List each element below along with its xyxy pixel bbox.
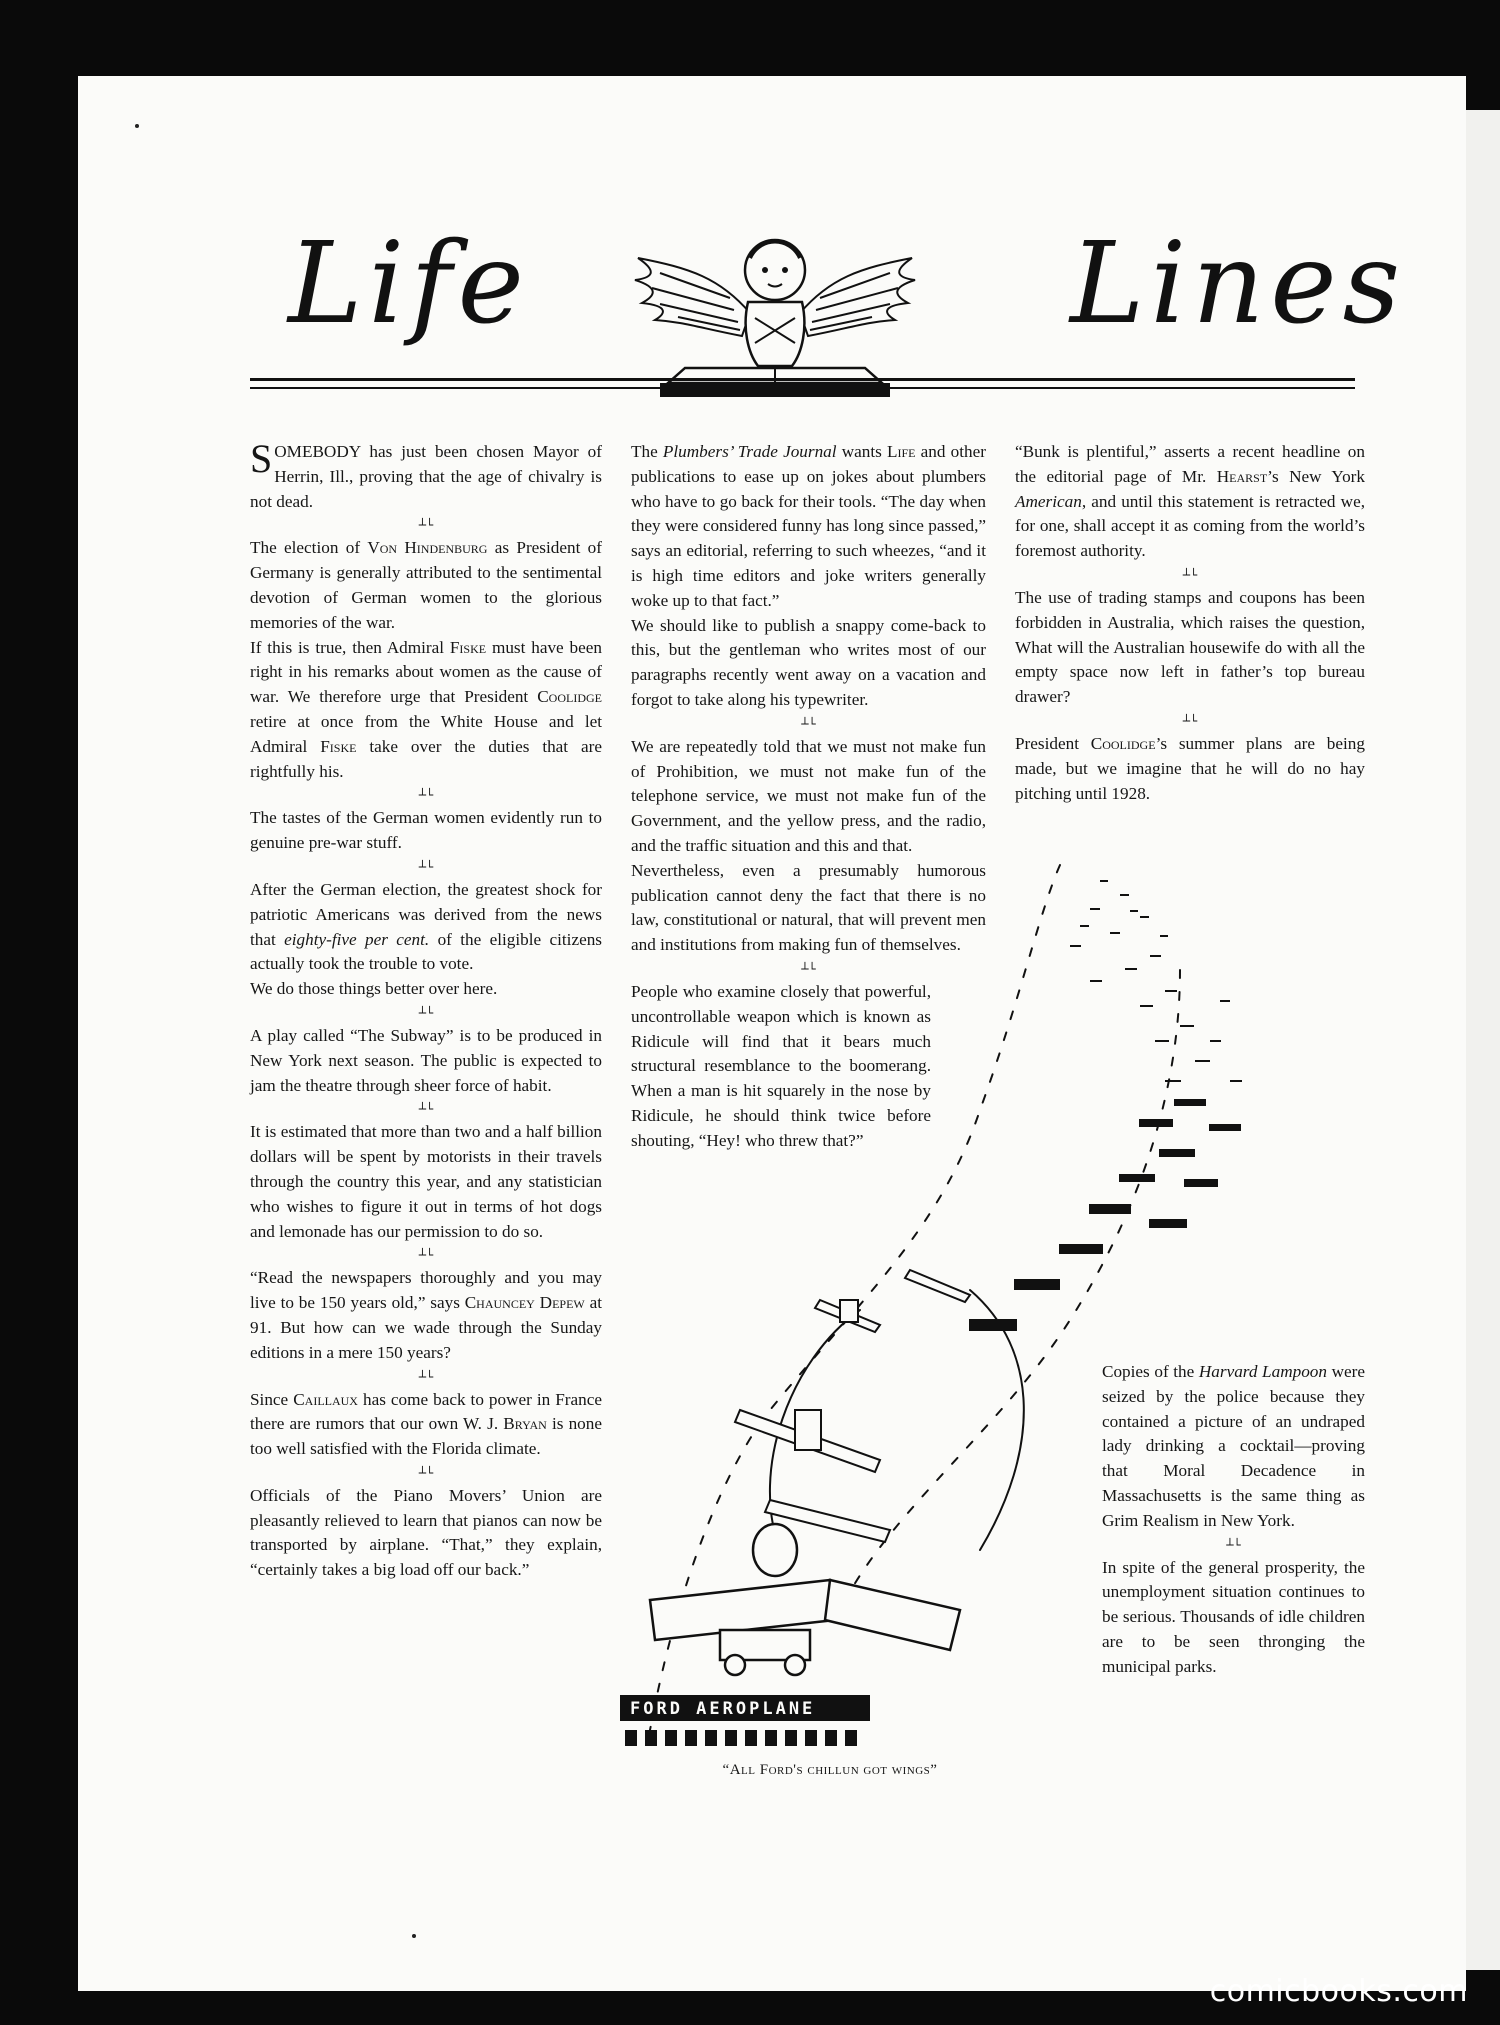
paragraph: We should like to publish a snappy come-back to this, but the gentleman who writes most of our paragraphs recently went away on a vacation and forgot to take along his typewriter. [631,615,986,709]
paragraph: Copies of the Harvard Lampoon were seized by the police because they contained a picture of an undraped lady drinking a cocktail—proving that Moral Decadence in Massachusetts is the same thing as Grim Realism in New York. [1102,1362,1365,1530]
print-speck [135,124,139,128]
paragraph-separator: ┴└ [418,518,434,533]
paragraph: “Bunk is plentiful,” asserts a recent headline on the editorial page of Mr. Hearst’s New York American, and until this statement is retracted we, for one, shall accept it as coming from the world’s foremost authority. [1015,442,1365,561]
paragraph: The election of Von Hindenburg as President of Germany is generally attributed to the sentimental devotion of German women to the glorious memories of the war. [250,538,602,632]
paragraph: The tastes of the German women evidently run to genuine pre-war stuff. [250,808,602,853]
paragraph-separator: ┴└ [418,1102,434,1117]
cherub-emblem [630,218,920,403]
paragraph-separator: ┴└ [1182,713,1198,728]
paragraph-separator: ┴└ [1182,567,1198,582]
paragraph-separator: ┴└ [418,859,434,874]
paragraph: A play called “The Subway” is to be produced in New York next season. The public is expected to jam the theatre through sheer force of habit. [250,1025,602,1095]
column-1 [250,436,603,1583]
title-word-life: Life [288,219,530,349]
paragraph-separator: ┴└ [418,1465,434,1480]
watermark: comicbooks.com [1209,1974,1468,2009]
paragraph: President Coolidge’s summer plans are being made, but we imagine that he will do no hay pitching until 1928. [1015,733,1365,803]
cartoon-caption: “ All Ford's chillun got wings ” [640,1762,1020,1779]
paragraph-separator: ┴└ [418,1369,434,1384]
paragraph-separator: ┴└ [801,716,816,731]
facing-page-edge [1466,110,1500,1970]
aeroplane-sign: FORD AEROPLANE [630,1699,816,1719]
paragraph: Nevertheless, even a presumably humorous publication cannot deny the fact that there is no law, constitutional or natural, that will prevent men and institutions from making fun of themselves. [631,860,986,955]
paragraph: In spite of the general prosperity, the unemployment situation continues to be serious. Thousands of idle children are to be seen thronging the municipal parks. [1102,1557,1365,1676]
paragraph: “Read the newspapers thoroughly and you may live to be 150 years old,” says Chauncey Depew at 91. But how can we wade through the Sunday editions in a mere 150 years? [250,1268,603,1362]
paragraph-separator: ┴└ [801,961,816,976]
ford-aeroplane-cartoon [620,850,1370,1750]
paragraph: If this is true, then Admiral Fiske must have been right in his remarks about women as the cause of war. We therefore urge that President Coolidge retire at once from the White House and let Admiral Fiske take over the duties that are rightfully his. [250,637,602,781]
paragraph: People who examine closely that powerful, uncontrollable weapon which is known as Ridicule will find that it bears much structural resemblance to the boomerang. When a man is hit squarely in the nose by Ridicule, he should think twice before shouting, “Hey! who threw that?” [631,981,931,1150]
paragraph: After the German election, the greatest shock for patriotic Americans was derived from the news that eighty-five per cent. of the eligible citizens actually took the trouble to vote. [250,879,602,974]
paragraph: Officials of the Piano Movers’ Union are pleasantly relieved to learn that pianos can now be transported by airplane. “That,” they explain, “certainly takes a big load off our back.” [250,1485,602,1580]
title-word-lines: Lines [1070,219,1407,349]
paragraph: SOMEBODY has just been chosen Mayor of Herrin, Ill., proving that the age of chivalry is not dead. [250,436,602,511]
header-rule [250,378,1355,381]
paragraph: We do those things better over here. [250,979,498,999]
column-3 [1015,440,1365,806]
paragraph: It is estimated that more than two and a half billion dollars will be spent by motorists in their travels through the country this year, and any statistician who wishes to figure it out in terms of hot dogs and lemonade has our permission to do so. [250,1122,602,1241]
paragraph: The Plumbers’ Trade Journal wants Life and other publications to ease up on jokes about plumbers who have to go back for their tools. “The day when they were considered funny has long since passed,” says an editorial, referring to such wheezes, “and it is high time editors and joke writers generally woke up to that fact.” [631,442,986,610]
paragraph-separator: ┴└ [418,1005,434,1020]
paragraph: We are repeatedly told that we must not make fun of Prohibition, we must not make fun of the telephone service, we must not make fun of the Government, and the yellow press, and the radio, and the traffic situation and this and that. [631,736,986,855]
paragraph: Since Caillaux has come back to power in France there are rumors that our own W. J. Bryan is none too well satisfied with the Florida climate. [250,1389,602,1459]
print-speck [412,1934,416,1938]
paragraph: The use of trading stamps and coupons has been forbidden in Australia, which raises the question, What will the Australian housewife do with all the empty space now left in father’s top bureau drawer? [1015,587,1365,707]
paragraph-separator: ┴└ [418,788,434,803]
paragraph-separator: ┴└ [1226,1537,1241,1552]
header-rule [250,387,1355,389]
paragraph-separator: ┴└ [418,1248,434,1263]
